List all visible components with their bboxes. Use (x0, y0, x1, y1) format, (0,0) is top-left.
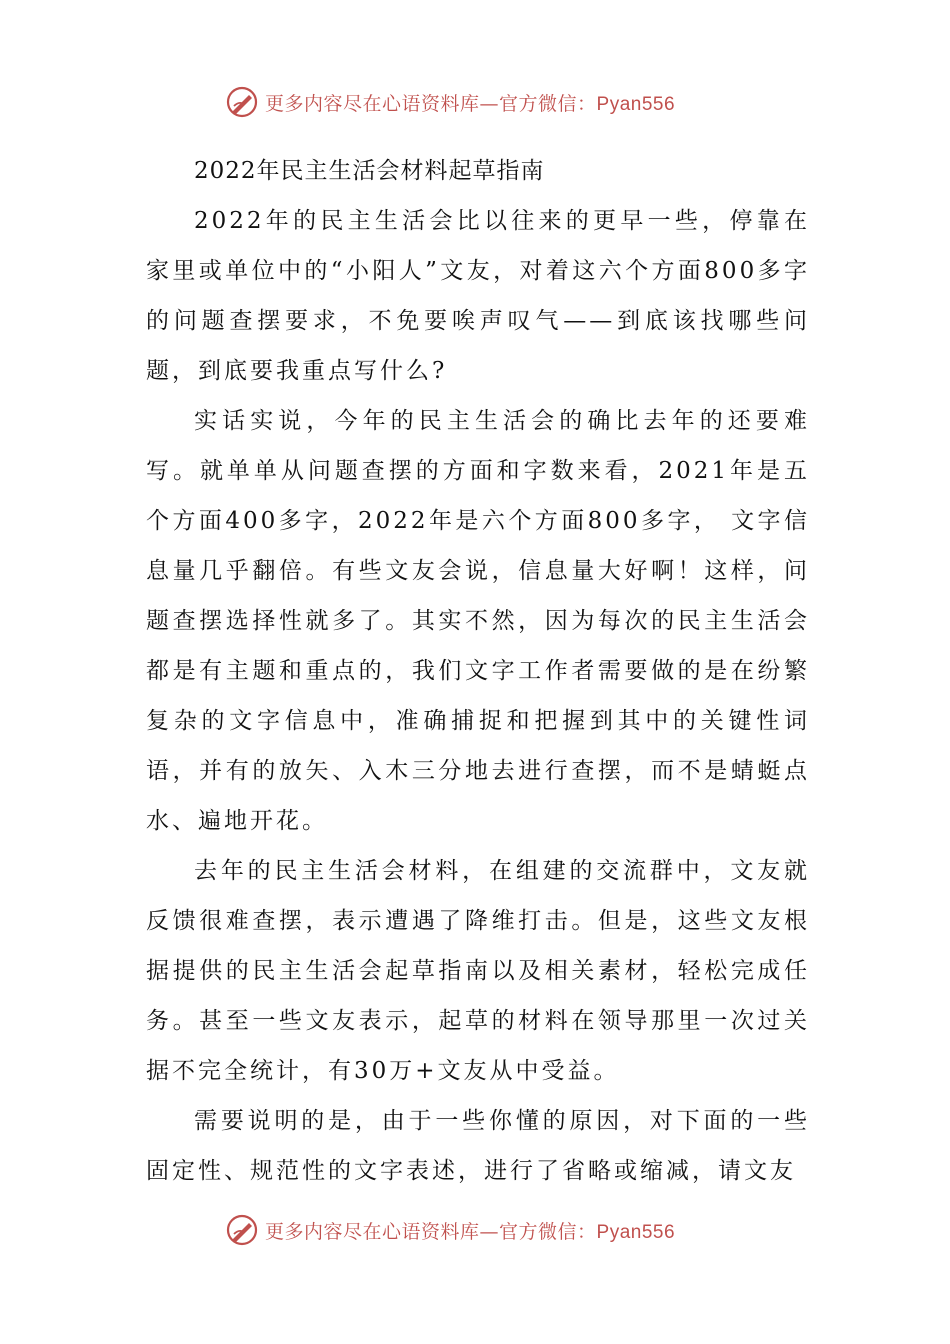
pen-logo-icon (225, 1213, 259, 1247)
banner-text (265, 1217, 675, 1244)
document-body (146, 146, 810, 1196)
pen-logo-icon (225, 85, 259, 119)
paragraph: 2022年的民主生活会比以往来的更早一些，停靠在家里或单位中的“小阳人”文友，对着这六个方面800多字的问题查摆要求，不免要唉声叹气——到底该找哪些问题，到底要我重点写什么? (146, 208, 810, 384)
document-title: 2022年民主生活会材料起草指南 (194, 158, 545, 184)
paragraph: 去年的民主生活会材料，在组建的交流群中，文友就反馈很难查摆，表示遭遇了降维打击。但是，这些文友根据提供的民主生活会起草指南以及相关素材，轻松完成任务。甚至一些文友表示，起草的材料在领导那里一次过关据不完全统计，有30万+文友从中受益。 (146, 858, 810, 1084)
wechat-id: Pyan556 (596, 93, 676, 115)
header-banner (225, 84, 725, 120)
wechat-id: Pyan556 (596, 1221, 676, 1243)
paragraph: 实话实说，今年的民主生活会的确比去年的还要难写。就单单从问题查摆的方面和字数来看，2021年是五个方面400多字，2022年是六个方面800多字， 文字信息量几乎翻倍。有些文友会说，信息量大好啊！这样，问题查摆选择性就多了。其实不然，因为每次的民主生活会都是有主题和重点的，我们文字工作者需要做的是在纷繁复杂的文字信息中，准确捕捉和把握到其中的关键性词语，并有的放矢、入木三分地去进行查摆，而不是蜻蜓点水、遍地开花。 (146, 408, 810, 834)
footer-banner (225, 1212, 725, 1248)
banner-label: 更多内容尽在心语资料库—官方微信： (265, 92, 597, 115)
banner-text (265, 89, 675, 116)
paragraph: 需要说明的是，由于一些你懂的原因，对下面的一些固定性、规范性的文字表述，进行了省略或缩减，请文友 (146, 1108, 810, 1184)
banner-label: 更多内容尽在心语资料库—官方微信： (265, 1220, 597, 1243)
